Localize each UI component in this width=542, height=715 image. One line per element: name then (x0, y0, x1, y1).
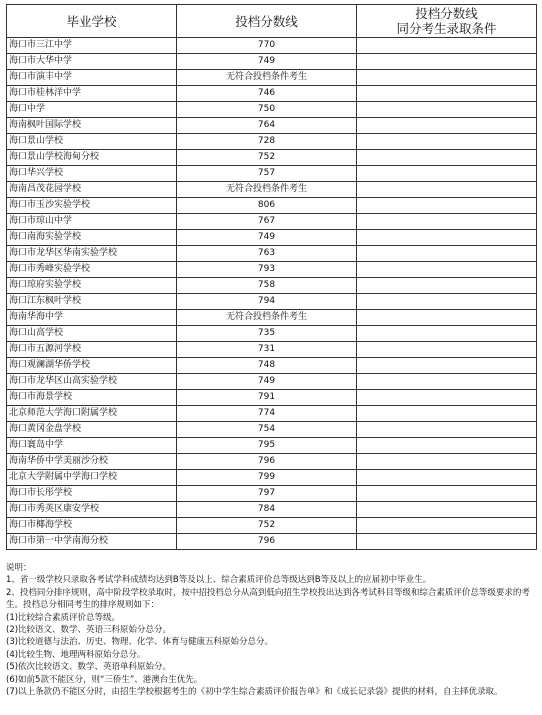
table-row (7, 438, 537, 454)
table-body (7, 38, 537, 550)
school-cell: 海口市大华中学 (7, 54, 177, 70)
score-cell: 784 (177, 502, 357, 518)
school-cell: 海口市海景学校 (7, 390, 177, 406)
table-row (7, 278, 537, 294)
school-cell: 海口市桂林洋中学 (7, 86, 177, 102)
table-row (7, 230, 537, 246)
score-cell: 754 (177, 422, 357, 438)
note-line: (1)比较综合素质评价总等级。 (6, 612, 121, 623)
condition-cell (357, 406, 537, 422)
score-cell: 774 (177, 406, 357, 422)
table-row (7, 70, 537, 86)
table-row (7, 390, 537, 406)
school-cell: 海口市椰海学校 (7, 518, 177, 534)
condition-cell (357, 422, 537, 438)
note-line: (7)以上条款仍不能区分时，由招生学校根据考生的《初中学生综合素质评价报告单》和《成长记录袋》提供的材料，自主择优录取。 (6, 687, 503, 698)
condition-cell (357, 342, 537, 358)
note-line: (3)比较道德与法治、历史、物理、化学、体育与健康五科原始分总分。 (6, 637, 274, 648)
condition-cell (357, 486, 537, 502)
score-cell: 796 (177, 534, 357, 550)
condition-cell (357, 534, 537, 550)
school-cell: 海南华侨中学美丽沙分校 (7, 454, 177, 470)
score-cell: 749 (177, 374, 357, 390)
condition-cell (357, 278, 537, 294)
score-cell: 750 (177, 102, 357, 118)
condition-cell (357, 166, 537, 182)
table-row (7, 486, 537, 502)
school-cell: 北京师范大学海口附属学校 (7, 406, 177, 422)
table-row (7, 214, 537, 230)
school-cell: 海口观澜湖华侨学校 (7, 358, 177, 374)
table-row (7, 422, 537, 438)
condition-cell (357, 214, 537, 230)
condition-cell (357, 326, 537, 342)
table-header (7, 5, 537, 38)
admission-document (6, 4, 536, 550)
score-cell: 764 (177, 118, 357, 134)
condition-cell (357, 86, 537, 102)
score-cell: 806 (177, 198, 357, 214)
condition-cell (357, 70, 537, 86)
table-row (7, 406, 537, 422)
condition-cell (357, 182, 537, 198)
school-cell: 海口山高学校 (7, 326, 177, 342)
notes-section (6, 562, 536, 698)
note-line: 2、投档同分排序规则，高中阶段学校录取时，按中招投档总分从高到低向招生学校投出达到各考试科目等级和综合素质评价总等级要求的考生。投档总分相同考生的排序规则如下： (6, 587, 530, 611)
table-row (7, 38, 537, 54)
school-cell: 海口市长彤学校 (7, 486, 177, 502)
table-row (7, 118, 537, 134)
school-cell: 海口市琼山中学 (7, 214, 177, 230)
table-row (7, 86, 537, 102)
table-row (7, 326, 537, 342)
condition-cell (357, 102, 537, 118)
condition-cell (357, 502, 537, 518)
condition-cell (357, 358, 537, 374)
score-cell: 758 (177, 278, 357, 294)
table-row (7, 54, 537, 70)
condition-cell (357, 374, 537, 390)
school-cell: 海口市演丰中学 (7, 70, 177, 86)
table-row (7, 150, 537, 166)
header-condition (357, 5, 537, 38)
header-school: 毕业学校 (7, 5, 177, 38)
table-row (7, 534, 537, 550)
score-cell: 767 (177, 214, 357, 230)
score-cell: 749 (177, 54, 357, 70)
notes-title: 说明： (6, 563, 32, 573)
table-row (7, 198, 537, 214)
table-row (7, 502, 537, 518)
school-cell: 海口市龙华区华南实验学校 (7, 246, 177, 262)
condition-cell (357, 470, 537, 486)
condition-cell (357, 198, 537, 214)
condition-cell (357, 150, 537, 166)
score-cell: 752 (177, 150, 357, 166)
school-cell: 海南枫叶国际学校 (7, 118, 177, 134)
condition-cell (357, 438, 537, 454)
table-row (7, 374, 537, 390)
school-cell: 海南华海中学 (7, 310, 177, 326)
score-cell: 763 (177, 246, 357, 262)
score-cell: 752 (177, 518, 357, 534)
condition-cell (357, 134, 537, 150)
school-cell: 海口市龙华区山高实验学校 (7, 374, 177, 390)
score-cell: 无符合投档条件考生 (177, 70, 357, 86)
table-row (7, 134, 537, 150)
school-cell: 海口市秀峰实验学校 (7, 262, 177, 278)
note-line: (4)比较生物、地理两科原始分总分。 (6, 649, 146, 660)
condition-cell (357, 294, 537, 310)
notes-list (6, 574, 536, 698)
header-score: 投档分数线 (177, 5, 357, 38)
school-cell: 海口景山学校海甸分校 (7, 150, 177, 166)
table-row (7, 454, 537, 470)
condition-cell (357, 38, 537, 54)
score-cell: 794 (177, 294, 357, 310)
condition-cell (357, 230, 537, 246)
score-cell: 无符合投档条件考生 (177, 310, 357, 326)
note-line: 1、省一级学校只录取各考试学科成绩均达到B等及以上、综合素质评价总等级达到B等及以上的应届初中毕业生。 (6, 575, 432, 586)
table-row (7, 470, 537, 486)
table-row (7, 310, 537, 326)
score-cell: 无符合投档条件考生 (177, 182, 357, 198)
header-row (7, 5, 537, 38)
school-cell: 海口市秀英区康安学校 (7, 502, 177, 518)
table-row (7, 294, 537, 310)
score-cell: 791 (177, 390, 357, 406)
score-cell: 793 (177, 262, 357, 278)
condition-cell (357, 390, 537, 406)
school-cell: 海口琼府实验学校 (7, 278, 177, 294)
score-cell: 749 (177, 230, 357, 246)
school-cell: 海口华兴学校 (7, 166, 177, 182)
note-line: (6)如前5款不能区分，则“三侨生”、港澳台生优先。 (6, 674, 203, 685)
note-line: (2)比较语文、数学、英语三科原始分总分。 (6, 625, 172, 636)
header-condition-line1: 投档分数线 (415, 6, 478, 21)
school-cell: 海南昌茂花园学校 (7, 182, 177, 198)
school-cell: 海口黄冈金盘学校 (7, 422, 177, 438)
score-cell: 797 (177, 486, 357, 502)
table-row (7, 246, 537, 262)
school-cell: 海口江东枫叶学校 (7, 294, 177, 310)
condition-cell (357, 246, 537, 262)
note-line: (5)依次比较语文、数学、英语单科原始分。 (6, 662, 172, 673)
school-cell: 海口市玉沙实验学校 (7, 198, 177, 214)
score-cell: 770 (177, 38, 357, 54)
school-cell: 北京大学附属中学海口学校 (7, 470, 177, 486)
condition-cell (357, 262, 537, 278)
school-cell: 海口中学 (7, 102, 177, 118)
condition-cell (357, 310, 537, 326)
table-row (7, 166, 537, 182)
school-cell: 海口市第一中学南海分校 (7, 534, 177, 550)
table-row (7, 342, 537, 358)
score-cell: 796 (177, 454, 357, 470)
table-row (7, 358, 537, 374)
admission-score-table (6, 4, 537, 550)
score-cell: 757 (177, 166, 357, 182)
header-condition-line2: 同分考生录取条件 (396, 21, 497, 36)
table-row (7, 102, 537, 118)
school-cell: 海口南海实验学校 (7, 230, 177, 246)
condition-cell (357, 54, 537, 70)
condition-cell (357, 118, 537, 134)
score-cell: 799 (177, 470, 357, 486)
condition-cell (357, 454, 537, 470)
score-cell: 728 (177, 134, 357, 150)
table-row (7, 182, 537, 198)
condition-cell (357, 518, 537, 534)
score-cell: 735 (177, 326, 357, 342)
score-cell: 748 (177, 358, 357, 374)
score-cell: 746 (177, 86, 357, 102)
table-row (7, 518, 537, 534)
score-cell: 731 (177, 342, 357, 358)
school-cell: 海口市三江中学 (7, 38, 177, 54)
school-cell: 海口景山学校 (7, 134, 177, 150)
school-cell: 海口市五源河学校 (7, 342, 177, 358)
score-cell: 795 (177, 438, 357, 454)
school-cell: 海口寰岛中学 (7, 438, 177, 454)
table-row (7, 262, 537, 278)
